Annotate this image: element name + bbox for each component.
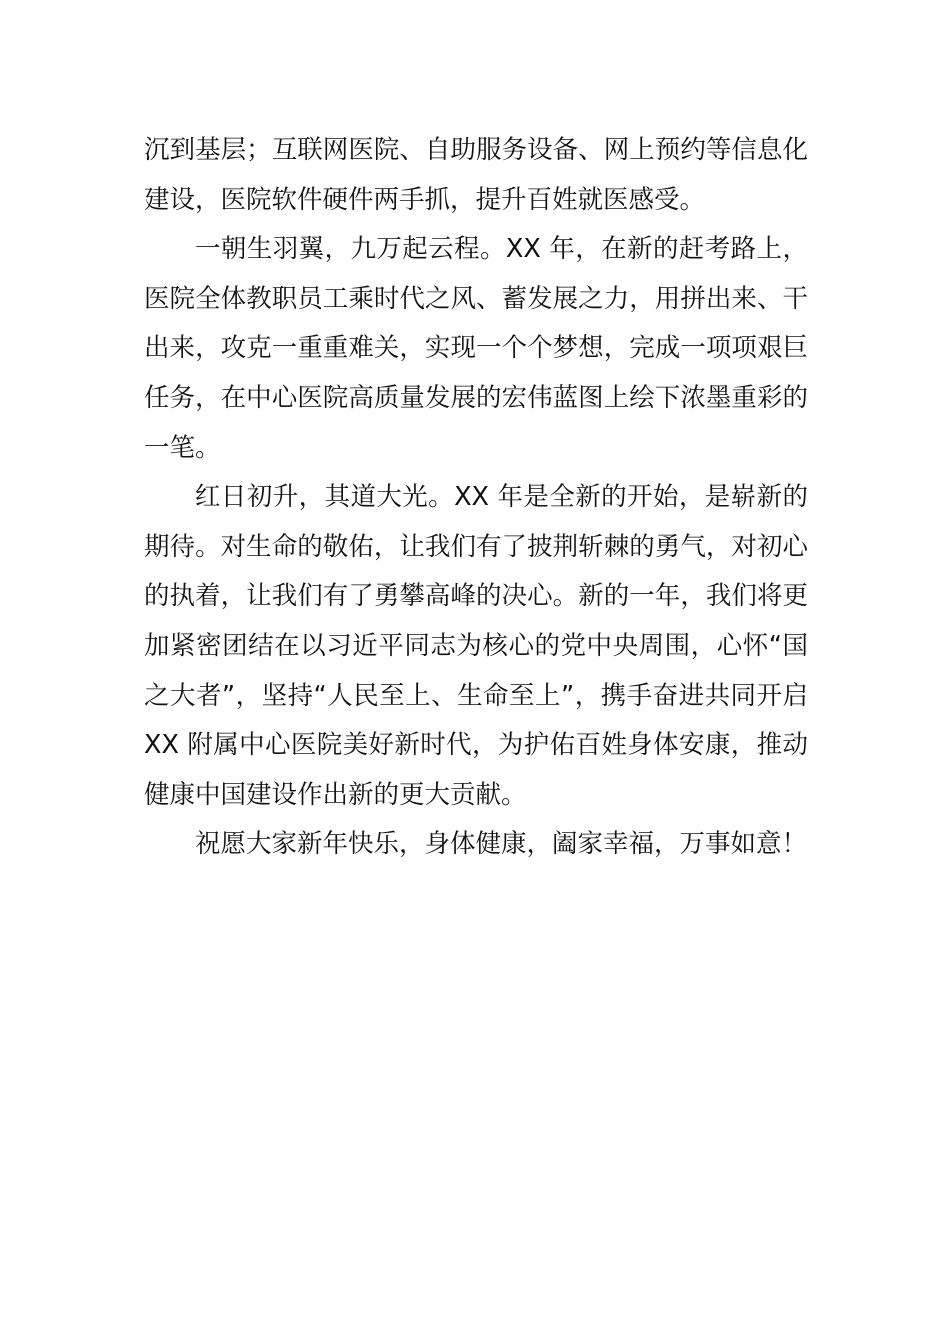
- paragraph-continuation: 沉到基层；互联网医院、自助服务设备、网上预约等信息化建设，医院软件硬件两手抓，提升百姓就医感受。: [144, 135, 808, 215]
- paragraph-greeting: 祝愿大家新年快乐，身体健康，阖家幸福，万事如意！: [195, 829, 808, 860]
- paragraph-new-year-outlook: 红日初升，其道大光。XX 年是全新的开始，是崭新的期待。对生命的敬佑，让我们有了披荆斩棘的勇气，对初心的执着，让我们有了勇攀高峰的决心。新的一年，我们将更加紧密团结在以习近平同志为核心的党中央周围，心怀“国之大者”，坚持“人民至上、生命至上”，携手奋进共同开启 XX 附属中心医院美好新时代，为护佑百姓身体安康，推动健康中国建设作出新的更大贡献。: [144, 482, 808, 810]
- document-body: [144, 126, 808, 870]
- paragraph-progress: 一朝生羽翼，九万起云程。XX 年，在新的赶考路上，医院全体教职员工乘时代之风、蓄发展之力，用拼出来、干出来，攻克一重重难关，实现一个个梦想，完成一项项艰巨任务，在中心医院高质量发展的宏伟蓝图上绘下浓墨重彩的一笔。: [144, 234, 808, 463]
